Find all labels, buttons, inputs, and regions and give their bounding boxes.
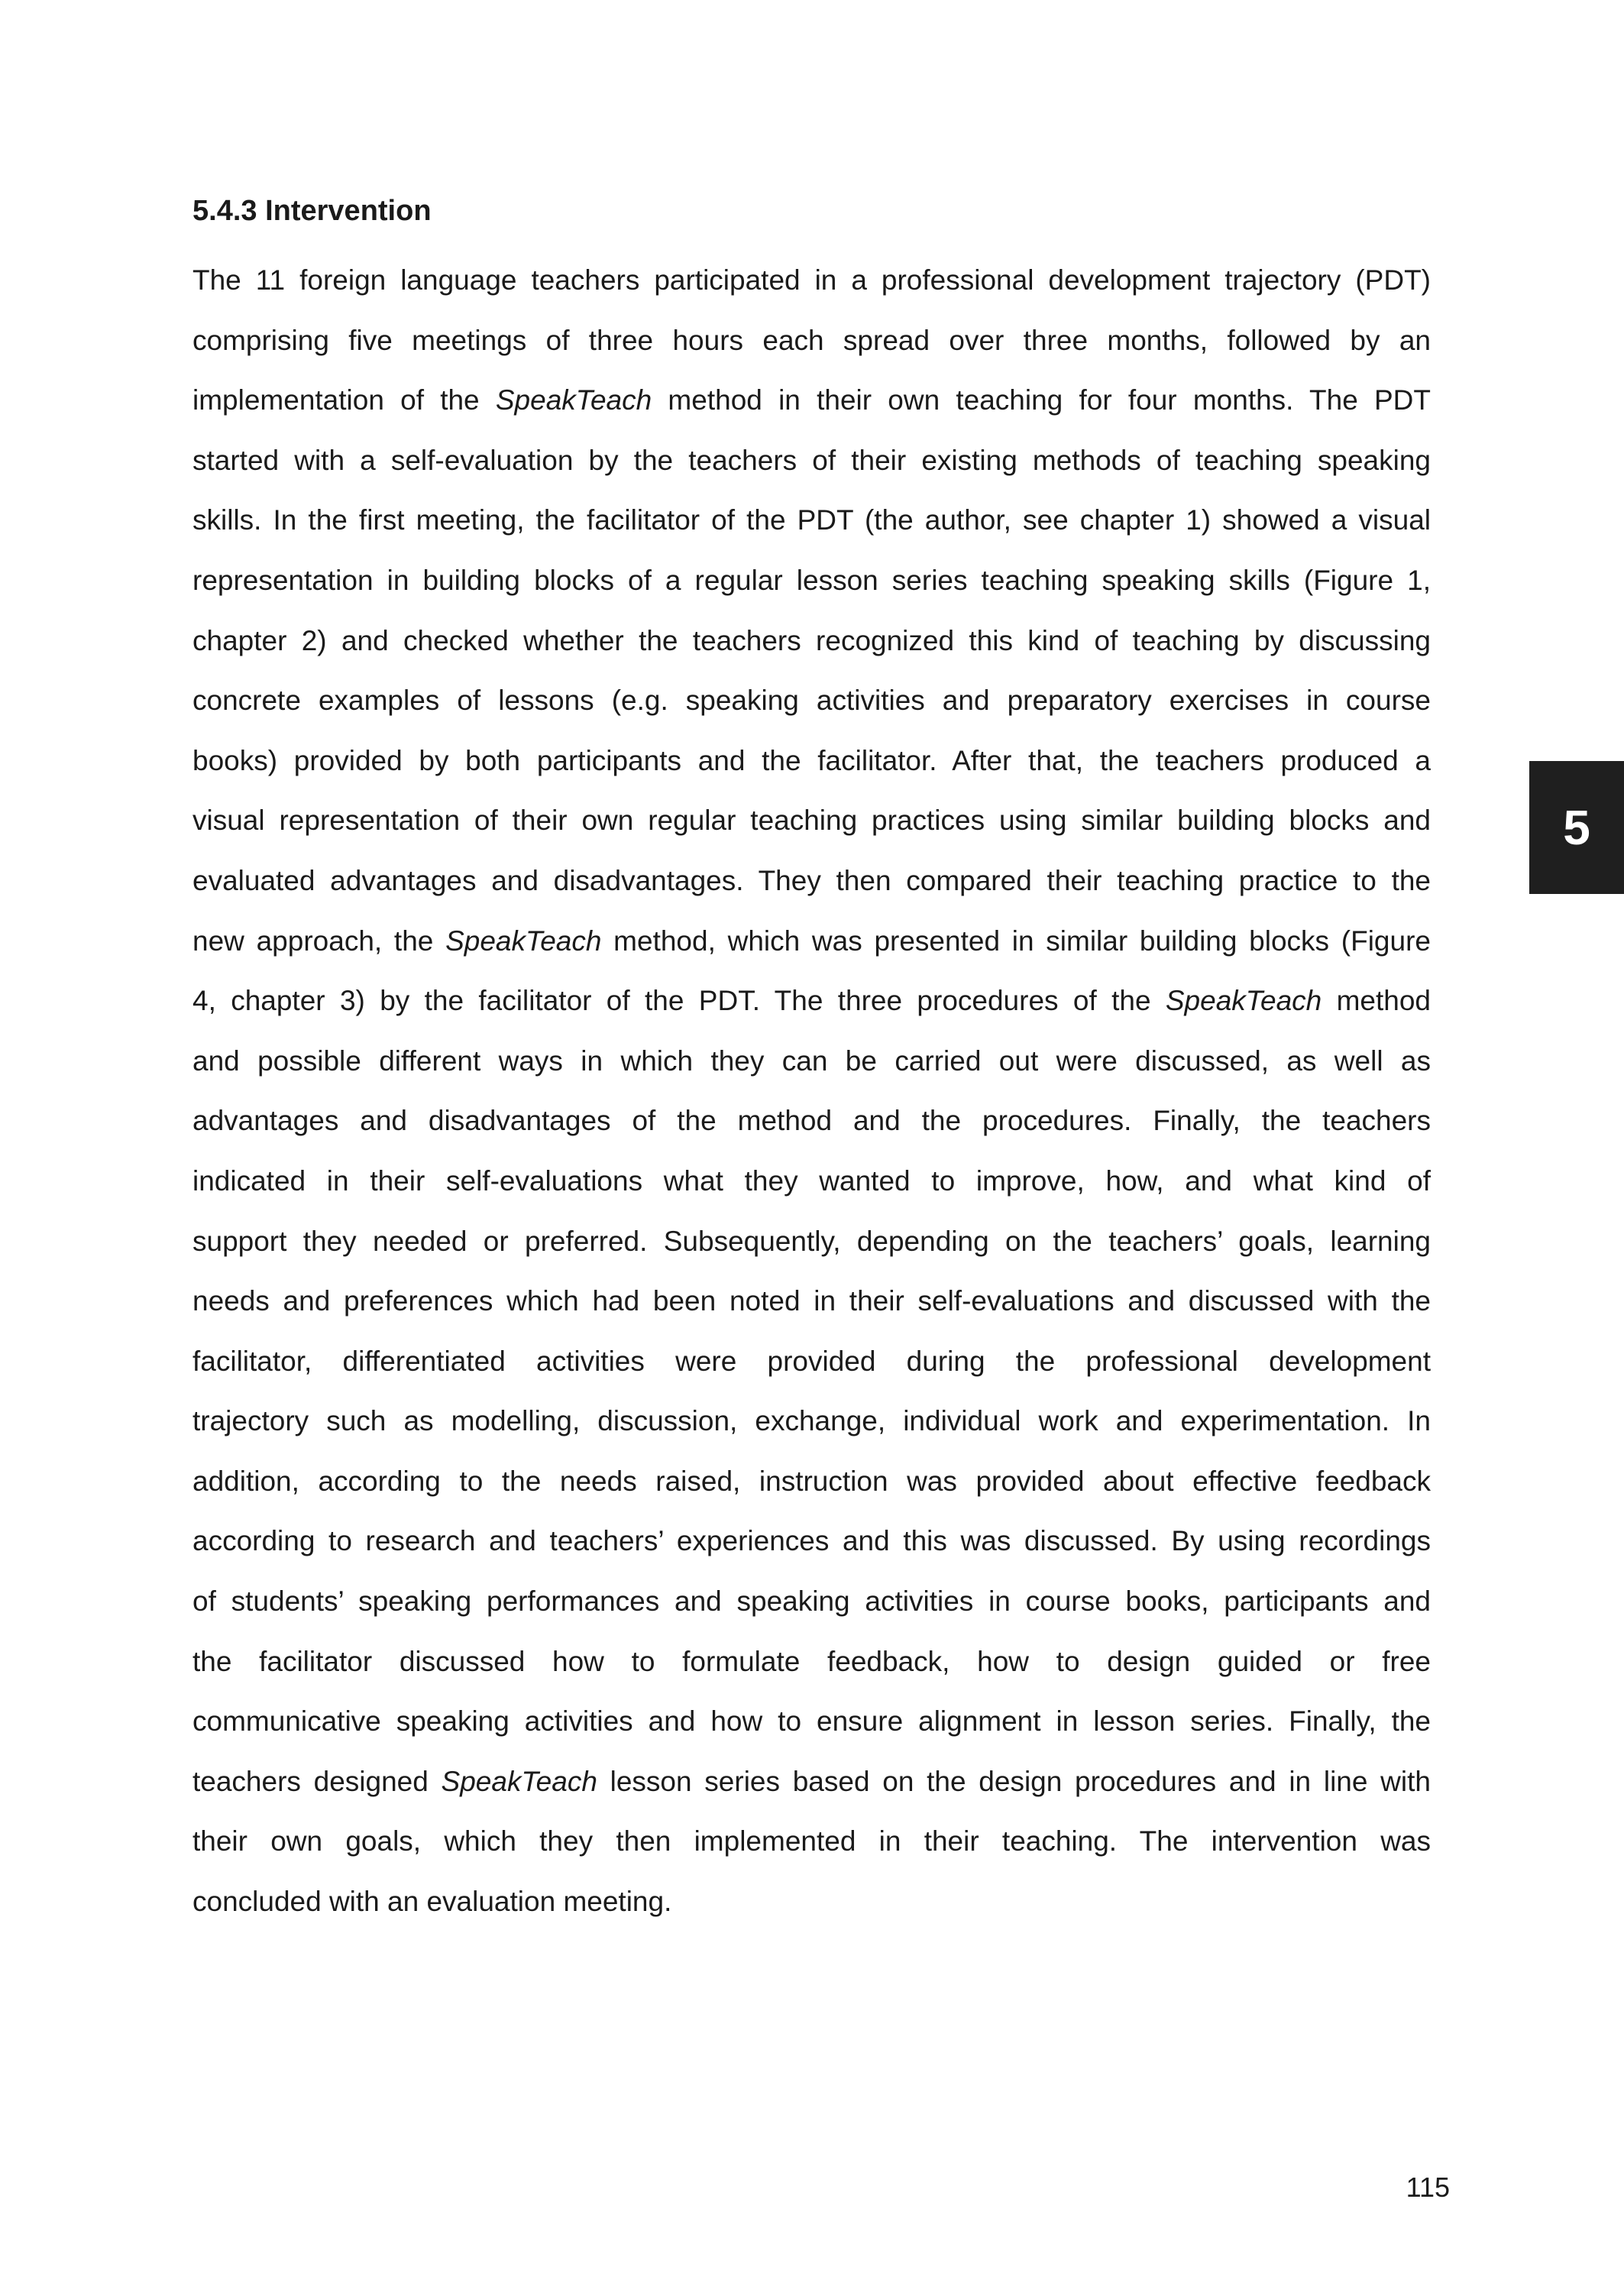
text-run: 4, chapter 3) by the facilitator of the PDT. The three procedures of the xyxy=(192,985,1166,1017)
text-line xyxy=(192,1091,1431,1151)
page-number: 115 xyxy=(1406,2172,1450,2203)
body-paragraph xyxy=(192,251,1431,1932)
text-run: trajectory such as modelling, discussion, exchange, individual work and experimentation. In xyxy=(192,1405,1431,1437)
text-run: comprising five meetings of three hours each spread over three months, followed by an xyxy=(192,324,1431,356)
text-run: method xyxy=(1322,985,1431,1017)
text-line xyxy=(192,1151,1431,1212)
text-run: advantages and disadvantages of the method and the procedures. Finally, the teachers xyxy=(192,1105,1431,1137)
text-line xyxy=(192,671,1431,731)
italic-term: SpeakTeach xyxy=(1165,985,1322,1017)
text-line xyxy=(192,551,1431,611)
italic-term: SpeakTeach xyxy=(445,925,602,957)
text-line xyxy=(192,971,1431,1032)
text-run: of students’ speaking performances and speaking activities in course books, participants and xyxy=(192,1585,1431,1618)
text-line xyxy=(192,791,1431,851)
text-run: books) provided by both participants and the facilitator. After that, the teachers produced a xyxy=(192,744,1431,776)
text-run: representation in building blocks of a regular lesson series teaching speaking skills (Figure 1, xyxy=(192,564,1431,596)
text-line xyxy=(192,1391,1431,1452)
text-run: concrete examples of lessons (e.g. speaking activities and preparatory exercises in course xyxy=(192,685,1431,717)
text-line xyxy=(192,611,1431,672)
text-line xyxy=(192,1332,1431,1392)
text-line xyxy=(192,251,1431,311)
text-line xyxy=(192,1872,1431,1932)
text-line xyxy=(192,1752,1431,1812)
text-line xyxy=(192,1271,1431,1332)
text-run: indicated in their self-evaluations what they wanted to improve, how, and what kind of xyxy=(192,1164,1431,1197)
text-line xyxy=(192,491,1431,551)
text-line xyxy=(192,1812,1431,1872)
text-run: according to research and teachers’ experiences and this was discussed. By using recordings xyxy=(192,1525,1431,1557)
chapter-tab xyxy=(1529,761,1624,894)
text-line xyxy=(192,1632,1431,1692)
text-line xyxy=(192,1212,1431,1272)
text-line xyxy=(192,1692,1431,1752)
text-run: lesson series based on the design procedures and in line with xyxy=(597,1765,1431,1797)
text-line xyxy=(192,731,1431,792)
text-run: method, which was presented in similar building blocks (Figure xyxy=(601,925,1431,957)
text-run: chapter 2) and checked whether the teachers recognized this kind of teaching by discussing xyxy=(192,624,1431,656)
text-run: communicative speaking activities and how to ensure alignment in lesson series. Finally, the xyxy=(192,1705,1431,1738)
text-run: support they needed or preferred. Subsequently, depending on the teachers’ goals, learning xyxy=(192,1225,1431,1257)
text-line xyxy=(192,912,1431,972)
text-line xyxy=(192,851,1431,912)
text-run: evaluated advantages and disadvantages. They then compared their teaching practice to the xyxy=(192,864,1431,896)
text-run: visual representation of their own regular teaching practices using similar building blocks and xyxy=(192,805,1431,837)
text-run: started with a self-evaluation by the teachers of their existing methods of teaching speaking xyxy=(192,444,1431,476)
text-run: concluded with an evaluation meeting. xyxy=(192,1886,672,1918)
text-run: The 11 foreign language teachers participated in a professional development trajectory (PDT) xyxy=(192,264,1431,296)
text-run: the facilitator discussed how to formulate feedback, how to design guided or free xyxy=(192,1645,1431,1677)
text-run: method in their own teaching for four months. The PDT xyxy=(652,384,1431,416)
text-line xyxy=(192,1511,1431,1572)
text-line xyxy=(192,311,1431,371)
italic-term: SpeakTeach xyxy=(441,1765,597,1797)
text-run: addition, according to the needs raised, instruction was provided about effective feedback xyxy=(192,1465,1431,1497)
text-run: skills. In the first meeting, the facilitator of the PDT (the author, see chapter 1) showed a visual xyxy=(192,504,1431,536)
text-line xyxy=(192,1572,1431,1632)
text-line xyxy=(192,1032,1431,1092)
text-run: new approach, the xyxy=(192,925,446,957)
text-run: and possible different ways in which they can be carried out were discussed, as well as xyxy=(192,1044,1431,1077)
text-run: implementation of the xyxy=(192,384,496,416)
section-heading: 5.4.3 Intervention xyxy=(192,195,432,227)
italic-term: SpeakTeach xyxy=(495,384,652,416)
text-run: their own goals, which they then implemented in their teaching. The intervention was xyxy=(192,1825,1431,1857)
text-run: facilitator, differentiated activities were provided during the professional development xyxy=(192,1345,1431,1377)
text-run: teachers designed xyxy=(192,1765,442,1797)
text-line xyxy=(192,431,1431,491)
text-run: needs and preferences which had been noted in their self-evaluations and discussed with the xyxy=(192,1285,1431,1317)
text-line xyxy=(192,1452,1431,1512)
chapter-tab-label: 5 xyxy=(1563,800,1590,855)
text-line xyxy=(192,371,1431,431)
